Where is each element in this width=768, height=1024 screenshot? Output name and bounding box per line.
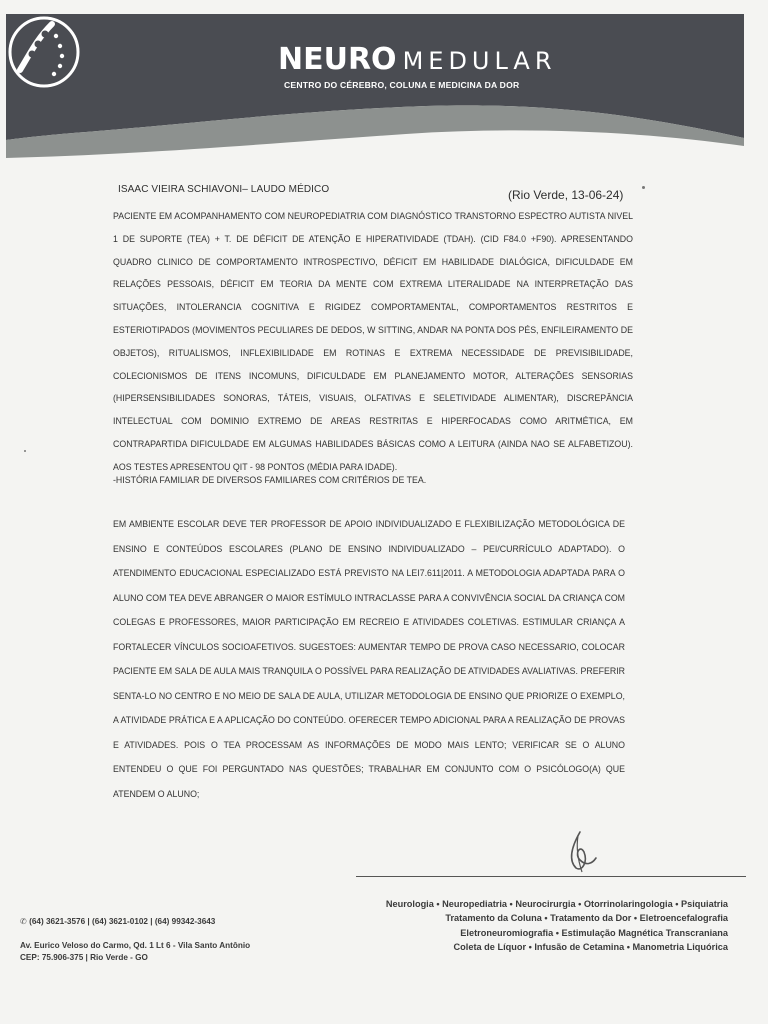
- brand-secondary: MEDULAR: [402, 47, 557, 75]
- footer-services-line: Eletroneuromiografia • Estimulação Magnética Transcraniana: [460, 927, 728, 938]
- report-paragraph-clinical: PACIENTE EM ACOMPANHAMENTO COM NEUROPEDIATRIA COM DIAGNÓSTICO TRANSTORNO ESPECTRO AUTISTA NIVEL 1 DE SUPORTE (TEA) + T. DE DÉFICIT DE ATENÇÃO E HIPERATIVIDADE (TDAH). (CID F84.0 +F90). APRESENTANDO QUADRO CLINICO DE COMPORTAMENTO INTROSPECTIVO, DÉFICIT EM HABILIDADE DIALÓGICA, DIFICULDADE EM RELAÇÕES PESSOAIS, DÉFICIT EM TEORIA DA MENTE COM EXTREMA LITERALIDADE NA INTERPRETAÇÃO DAS SITUAÇÕES, INTOLERANCIA COGNITIVA E RIGIDEZ COMPORTAMENTAL, COMPORTAMENTOS RESTRITOS E ESTERIOTIPADOS (MOVIMENTOS PECULIARES DE DEDOS, W SITTING, ANDAR NA PONTA DOS PÉS, ENFILEIRAMENTO DE OBJETOS), RITUALISMOS, INFLEXIBILIDADE EM ROTINAS E EXTREMA NECESSIDADE DE PREVISIBILIDADE, COLECIONISMOS DE ITENS INCOMUNS, DIFICULDADE EM PLANEJAMENTO MOTOR, ALTERAÇÕES SENSORIAS (HIPERSENSIBILIDADES SONORAS, TÁTEIS, VISUAIS, OLFATIVAS E SELETIVIDADE ALIMENTAR), DISCREPÂNCIA INTELECTUAL COM DOMINIO EXTREMO DE AREAS RESTRITAS E HIPERFOCADAS COMO ARITMÉTICA, EM CONTRAPARTIDA DIFICULDADE EM ALGUMAS HABILIDADES BÁSICAS COMO A LEITURA (AINDA NAO SE ALFABETIZOU). AOS TESTES APRESENTOU QIT - 98 PONTOS (MÉDIA PARA IDADE).: [113, 211, 633, 472]
- scan-speck: [24, 450, 26, 452]
- footer-services-line: Tratamento da Coluna • Tratamento da Dor • Eletroencefalografia: [445, 913, 728, 924]
- footer-services: [308, 897, 728, 955]
- brand-name: [278, 42, 557, 77]
- signature-line: [356, 876, 746, 877]
- letterhead: [6, 14, 744, 160]
- scan-speck: [642, 186, 645, 189]
- spine-logo-icon: [6, 14, 82, 90]
- footer-phones-text: (64) 3621-3576 | (64) 3621-0102 | (64) 99342-3643: [29, 917, 216, 926]
- footer-address-line2: CEP: 75.906-375 | Rio Verde - GO: [20, 953, 148, 962]
- footer-services-line: Neurologia • Neuropediatria • Neurocirurgia • Otorrinolaringologia • Psiquiatria: [385, 899, 728, 909]
- report-paragraph-school-recommendations: EM AMBIENTE ESCOLAR DEVE TER PROFESSOR DE APOIO INDIVIDUALIZADO E FLEXIBILIZAÇÃO METODOLÓGICA DE ENSINO E CONTEÚDOS ESCOLARES (PLANO DE ENSINO INDIVIDUALIZADO – PEI/CURRÍCULO ADAPTADO). O ATENDIMENTO EDUCACIONAL ESPECIALIZADO ESTÁ PREVISTO NA LEI7.611|2011. A METODOLOGIA ADAPTADA PARA O ALUNO COM TEA DEVE ABRANGER O MAIOR ESTÍMULO INTRACLASSE PARA A CONVIVÊNCIA SOCIAL DA CRIANÇA COM COLEGAS E PROFESSORES, MAIOR PARTICIPAÇÃO EM RECREIO E ATIVIDADES COLETIVAS. ESTIMULAR CRIANÇA A FORTALECER VÍNCULOS SOCIOAFETIVOS. SUGESTOES: AUMENTAR TEMPO DE PROVA CASO NECESSARIO, COLOCAR PACIENTE EM SALA DE AULA MAIS TRANQUILA O POSSÍVEL PARA REALIZAÇÃO DE ATIVIDADES AVALIATIVAS. PREFERIR SENTA-LO NO CENTRO E NO MEIO DE SALA DE AULA, UTILIZAR METODOLOGIA DE ENSINO QUE PRIORIZE O EXEMPLO, A ATIVIDADE PRÁTICA E A APLICAÇÃO DO CONTEÚDO. OFERECER TEMPO ADICIONAL PARA A REALIZAÇÃO DE PROVAS E ATIVIDADES. POIS O TEA PROCESSAM AS INFORMAÇÕES DE MODO MAIS LENTO; VERIFICAR SE O ALUNO ENTENDEU O QUE FOI PERGUNTADO NAS QUESTÕES; TRABALHAR EM CONJUNTO COM O PSICÓLOGO(A) QUE ATENDEM O ALUNO;: [113, 519, 625, 799]
- footer-phones: [20, 916, 215, 926]
- report-title: ISAAC VIEIRA SCHIAVONI– LAUDO MÉDICO: [118, 184, 330, 195]
- footer-address-line1: Av. Eurico Veloso do Carmo, Qd. 1 Lt 6 - Vila Santo Antônio: [20, 941, 251, 950]
- footer-services-line: Coleta de Líquor • Infusão de Cetamina • Manometria Liquórica: [453, 942, 728, 953]
- report-date: (Rio Verde, 13-06-24): [508, 188, 624, 202]
- report-paragraph-family-history: -HISTÓRIA FAMILIAR DE DIVERSOS FAMILIARES COM CRITÉRIOS DE TEA.: [113, 475, 427, 485]
- brand-tagline: CENTRO DO CÉREBRO, COLUNA E MEDICINA DA DOR: [284, 80, 520, 90]
- phone-icon: ✆: [20, 917, 27, 926]
- brand-primary: NEURO: [278, 42, 397, 77]
- signature-mark: [560, 830, 600, 874]
- footer-address: [20, 940, 250, 964]
